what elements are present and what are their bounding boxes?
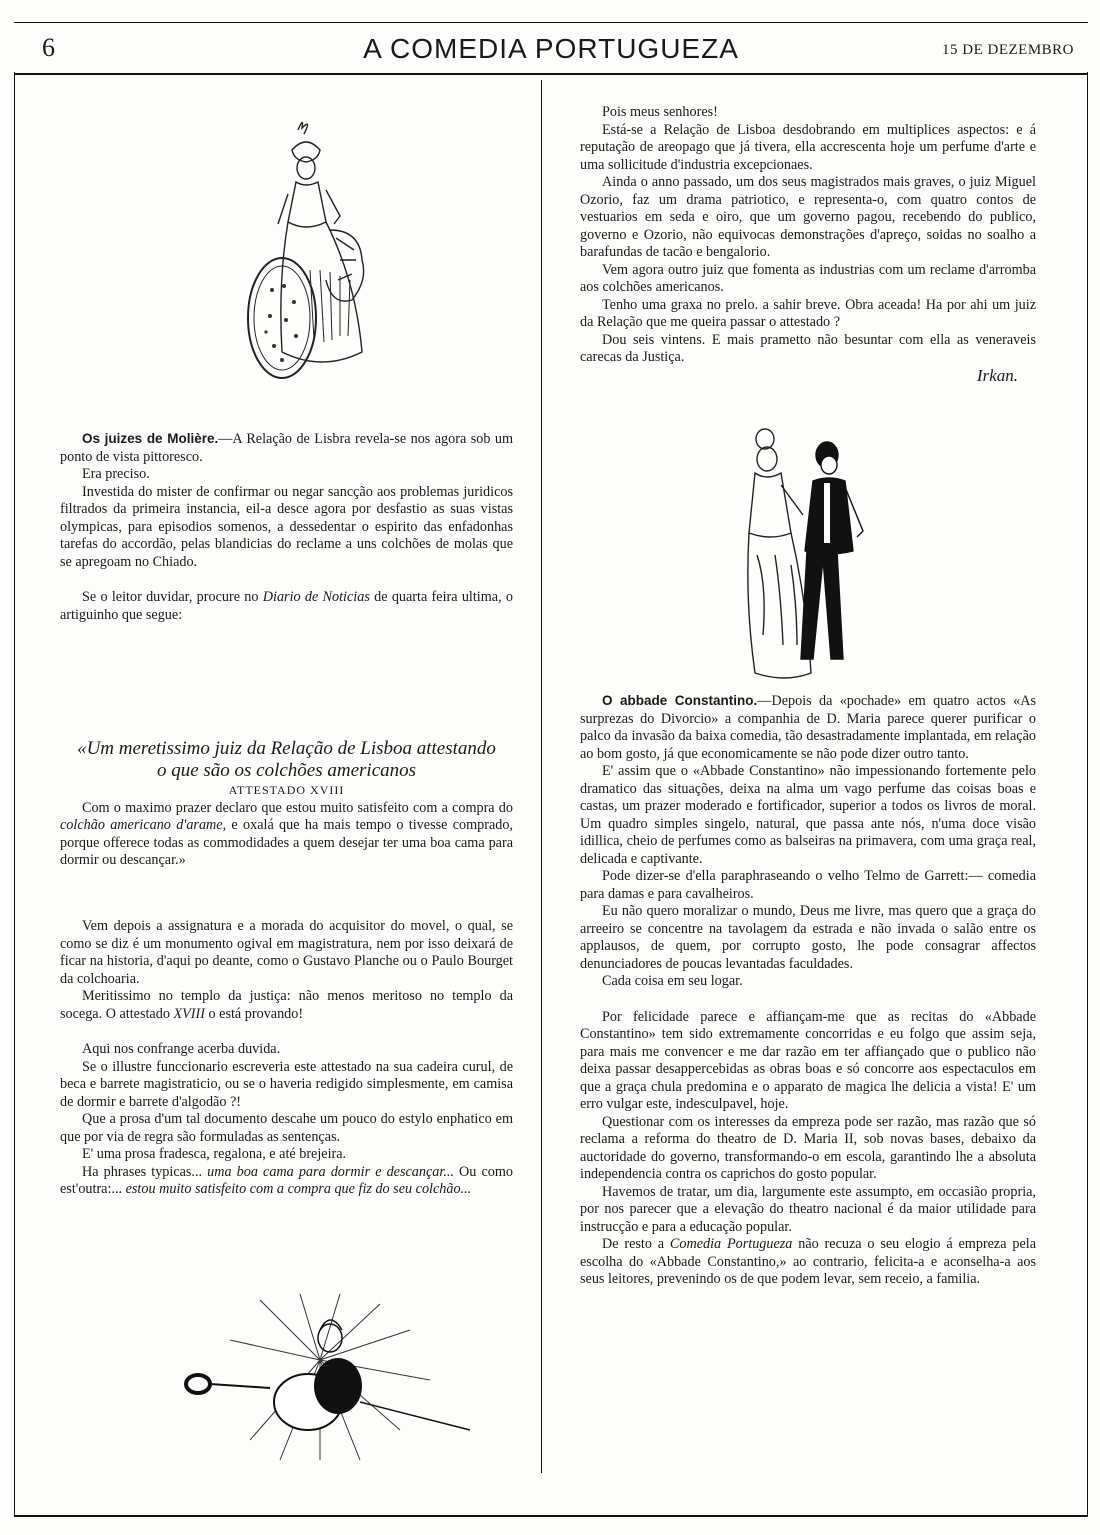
moliere-p5: Vem depois a assignatura e a morada do acquisitor do movel, o qual, se como se diz é um monumento ogival em magistratura, nem por isso deixará de ficar na historia, d'aqui po deante, como o Gustavo Planche ou o Paulo Bourget da colchoaria. bbox=[60, 918, 513, 987]
abbade-p3: Pode dizer-se d'ella paraphraseando o velho Telmo de Garrett:— comedia para damas e para cavalheiros. bbox=[580, 868, 1036, 902]
couple-illustration bbox=[735, 425, 895, 680]
publication-title: A COMEDIA PORTUGUEZA bbox=[363, 33, 739, 64]
quote-a: Com o maximo prazer declaro que estou muito satisfeito com a compra do bbox=[82, 799, 513, 816]
abbade-p8: Havemos de tratar, um dia, largumente este assumpto, em occasião propria, por nos parecer que a elevação do theatro nacional é da maior utilidade para instrucção e para a educação popular. bbox=[580, 1183, 1036, 1235]
quote-title-line1: «Um meretissimo juiz da Relação de Lisboa attestando bbox=[77, 738, 496, 759]
moliere-p11-italic1: uma boa cama para dormir e descançar... bbox=[207, 1163, 454, 1180]
diario-noticias: Diario de Noticias bbox=[262, 589, 370, 605]
column-divider bbox=[541, 80, 542, 1473]
moliere-p4-a: Se o leitor duvidar, procure no bbox=[82, 589, 263, 605]
moliere-p11-a: Ha phrases typicas... bbox=[82, 1163, 208, 1180]
moliere-p6-b: o está provando! bbox=[204, 1005, 304, 1022]
page-number: 6 bbox=[42, 33, 55, 62]
abbade-p9-a: De resto a bbox=[602, 1236, 670, 1252]
right-r3: Ainda o anno passado, um dos seus magistrados mais graves, o juiz Miguel Ozorio, faz um drama patriotico, e representa-o, com quatro contos de vestuarios em seda e oiro, que um governo pagou, recebendo do publico, governo e Ozorio, não equivocas demonstrações d'apreço, soidas no soalho a barafundas de tacão e bengalorio. bbox=[580, 174, 1036, 260]
right-column-text-top bbox=[580, 104, 1036, 384]
right-column-text-bottom bbox=[580, 692, 1036, 1289]
right-r5: Tenho uma graxa no prelo. a sahir breve. Obra aceada! Ha por ahi um juiz da Relação que me queira passar o attestado ? bbox=[580, 296, 1036, 330]
abbade-p1: —Depois da «pochade» em quatro actos «As surprezas do Divorcio» a companhia de D. Maria parece querer purificar o palco da invasão da baixa comedia, tão desastradamente implantada, em relação ao bom gosto, já que economicamente se não pode dizer outro tanto. bbox=[580, 693, 1036, 762]
moliere-p1: —A Relação de Lisbra revela-se nos agora sob um ponto de vista pittoresco. bbox=[60, 431, 513, 465]
moliere-p11-b: Ou como est'outra:... bbox=[60, 1163, 513, 1197]
cherub-illustration bbox=[170, 1290, 500, 1470]
abbade-p4: Eu não quero moralizar o mundo, Deus me livre, mas quero que a graça do arreeiro se concentre na tavolagem da estrada e não invada o salão entre os applausos, de quem, por corrupto gosto, lhe pode consagrar affectos denunciadores de poucas levantadas faculdades. bbox=[580, 903, 1036, 972]
issue-date: 15 DE DEZEMBRO bbox=[942, 42, 1074, 58]
right-r1: Pois meus senhores! bbox=[602, 104, 718, 120]
quote-title-line2: o que são os colchões americanos bbox=[156, 760, 417, 781]
right-r4: Vem agora outro juiz que fomenta as industrias com um reclame d'arromba aos colchões americanos. bbox=[580, 261, 1036, 295]
moliere-p6-italic: XVIII bbox=[173, 1005, 205, 1022]
moliere-p8: Se o illustre funccionario escreveria este attestado na sua cadeira curul, de beca e barrete magistraticio, ou se o haveria redigido simplesmente, em camisa de dormir e barrete d'algodão ?! bbox=[60, 1058, 513, 1110]
quote-block bbox=[60, 738, 513, 870]
left-column-text-top bbox=[60, 430, 513, 624]
woman-illustration bbox=[240, 110, 390, 410]
moliere-heading: Os juizes de Molière. bbox=[82, 431, 219, 446]
abbade-p2: E' assim que o «Abbade Constantino» não impessionando fortemente pelo dramatico das situações, deixa na alma um vago perfume das coisas boas e castas, um prazer moderado e fortificador, superior a todos os livros de moral. Um quadro simples singelo, natural, que passa ante nós, n'uma doce visão idillica, cheio de perfumes como as balseiras na primavera, com uma graça real, delicada e captivante. bbox=[580, 763, 1036, 867]
abbade-p9-italic: Comedia Portugueza bbox=[669, 1236, 793, 1252]
moliere-p6-a: Meritissimo no templo da justiça: não menos meritoso no templo da socega. O attestado bbox=[60, 988, 513, 1022]
quote-subtitle: ATTESTADO XVIII bbox=[228, 783, 345, 797]
quote-b: , e oxalá que ha mais tempo o tivesse comprado, porque offerece todas as commodidades a quem desejar ter uma boa cama para dormir ou descançar.» bbox=[60, 817, 513, 868]
author-signature: Irkan. bbox=[976, 365, 1018, 385]
moliere-p11-italic2: estou muito satisfeito com a compra que fiz do seu colchão... bbox=[125, 1181, 472, 1197]
abbade-heading: O abbade Constantino. bbox=[602, 693, 758, 708]
moliere-p7: Aqui nos confrange acerba duvida. bbox=[82, 1041, 281, 1057]
page-header bbox=[14, 22, 1088, 75]
left-column-text-bottom bbox=[60, 918, 513, 1199]
right-r6: Dou seis vintens. E mais prametto não besuntar com ella as veneraveis carecas da Justiça. bbox=[580, 331, 1036, 365]
moliere-p10: E' uma prosa fradesca, regalona, e até brejeira. bbox=[82, 1146, 347, 1162]
abbade-p5: Cada coisa em seu logar. bbox=[602, 973, 743, 989]
moliere-p3: Investida do mister de confirmar ou negar sancção aos problemas juridicos filtrados da primeira instancia, eil-a desce agora por desfastio as suas vistas olympicas, para episodios somenos, a dessedentar o espirito das enfadonhas tarefas do accordão, pelas blandicias do reclame a uns colchões de molas que se apregoam no Chiado. bbox=[60, 483, 513, 570]
abbade-p9-b: não recuza o seu elogio á empreza pela escolha do «Abbade Constantino,» ao contrario, felicita-a e aconselha-a aos seus leitores, prevenindo os de que podem levar, sem receio, a familia. bbox=[580, 1236, 1036, 1287]
moliere-p4-b: de quarta feira ultima, o artiguinho que segue: bbox=[60, 589, 513, 623]
moliere-p9: Que a prosa d'um tal documento descahe um pouco do estylo enphatico em que por via de regra são formuladas as sentenças. bbox=[60, 1111, 513, 1145]
abbade-p6: Por felicidade parece e affiançam-me que as recitas do «Abbade Constantino» tem sido extremamente concorridas e eu folgo que assim seja, para mais me convencer e me dar razão em ter affiançado que o publico não deixa passar desappercebidas as obras boas e só concorre aos espectaculos em que a graça chula predomina e o apparato de magica lhe delicia a vista! E' um erro vulgar este, indesculpavel, hoje. bbox=[580, 1008, 1036, 1112]
quote-italic: colchão americano d'arame bbox=[60, 817, 223, 833]
abbade-p7: Questionar com os interesses da empreza pode ser razão, mas razão que só reclama a reforma do theatro de D. Maria II, sob novas bases, debaixo da auctoridade do governo, transformando-o em escola, garantindo lhe a absoluta independencia contra os caprichos do gosto popular. bbox=[580, 1113, 1036, 1182]
right-r2: Está-se a Relação de Lisboa desdobrando em multiplices aspectos: e á reputação de areopago que já tivera, ella accrescenta hoje um perfume d'arte e uma sollicitude d'industria excepcionaes. bbox=[580, 121, 1036, 173]
moliere-p2: Era preciso. bbox=[82, 466, 150, 482]
